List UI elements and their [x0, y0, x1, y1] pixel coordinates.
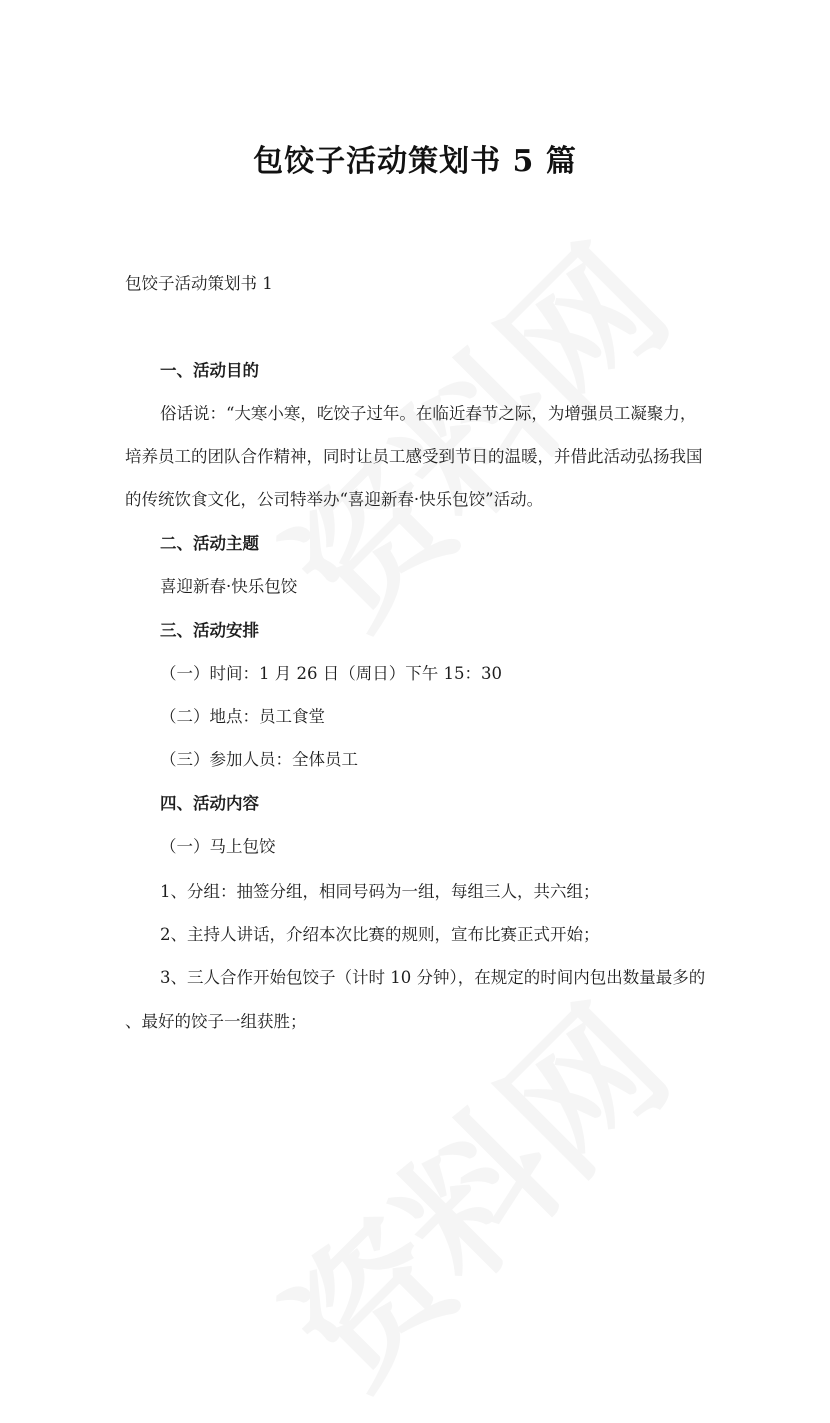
list-item: 1、分组：抽签分组，相同号码为一组，每组三人，共六组； — [160, 882, 600, 901]
watermark-top — [235, 193, 706, 664]
section-heading-theme: 二、活动主题 — [160, 534, 259, 553]
paragraph-line: 喜迎新春·快乐包饺 — [160, 577, 298, 596]
paragraph-line: 培养员工的团队合作精神，同时让员工感受到节日的温暖，并借此活动弘扬我国 — [125, 447, 703, 466]
list-item: （三）参加人员：全体员工 — [160, 750, 358, 769]
document-subtitle: 包饺子活动策划书 1 — [125, 274, 273, 293]
list-item: 3、三人合作开始包饺子（计时 10 分钟），在规定的时间内包出数量最多的 — [160, 968, 706, 987]
paragraph-line: 俗话说：“大寒小寒，吃饺子过年。在临近春节之际，为增强员工凝聚力， — [160, 404, 697, 423]
section-heading-arrangement: 三、活动安排 — [160, 621, 259, 640]
list-item: （一）马上包饺 — [160, 837, 276, 856]
section-heading-content: 四、活动内容 — [160, 794, 259, 813]
list-item: 、最好的饺子一组获胜； — [125, 1012, 307, 1031]
paragraph-line: 的传统饮食文化，公司特举办“喜迎新春·快乐包饺”活动。 — [125, 490, 544, 509]
list-item: （一）时间：1 月 26 日（周日）下午 15：30 — [160, 664, 502, 683]
list-item: （二）地点：员工食堂 — [160, 707, 325, 726]
list-item: 2、主持人讲话，介绍本次比赛的规则，宣布比赛正式开始； — [160, 925, 600, 944]
section-heading-purpose: 一、活动目的 — [160, 361, 259, 380]
document-title: 包饺子活动策划书 5 篇 — [253, 144, 577, 179]
